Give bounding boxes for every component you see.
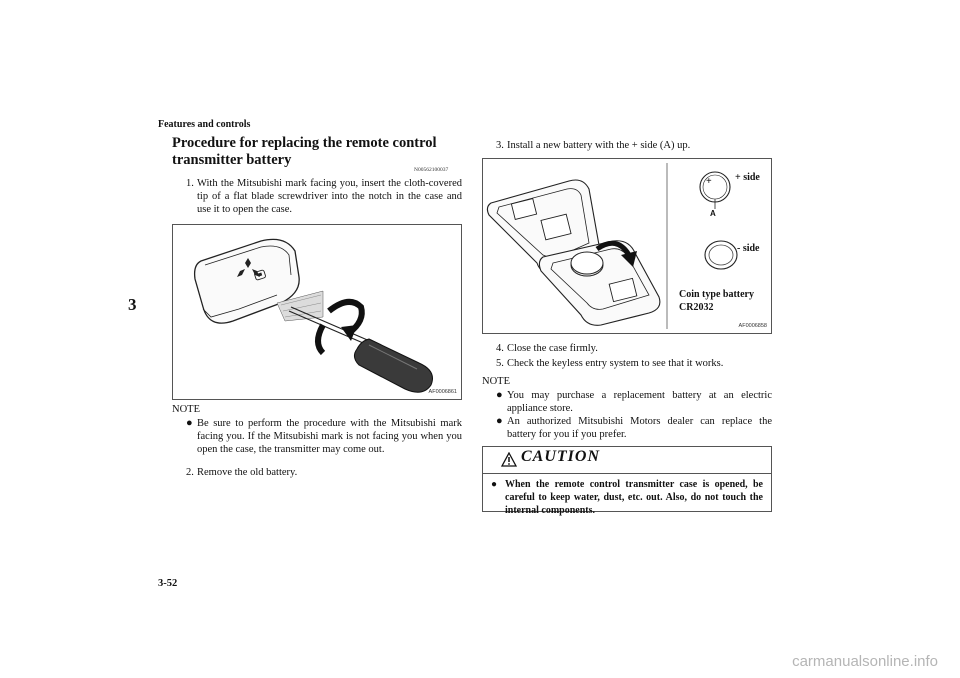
step-1	[186, 177, 462, 216]
step-4	[496, 342, 772, 355]
bullet-icon: ●	[491, 479, 498, 490]
plus-symbol: +	[706, 176, 712, 187]
battery-model-label: CR2032	[679, 302, 714, 313]
bullet-icon: ●	[496, 389, 503, 401]
key-fob-screwdriver-illustration	[173, 225, 461, 399]
minus-side-label: - side	[737, 243, 760, 254]
step-number: 2.	[186, 467, 194, 478]
caution-text-block	[491, 478, 763, 517]
note-bullet	[496, 389, 772, 415]
step-text: Remove the old battery.	[197, 467, 298, 478]
warning-triangle-icon	[501, 452, 517, 467]
figure-open-case	[172, 224, 462, 400]
a-label: A	[710, 209, 716, 218]
step-2	[186, 466, 462, 479]
step-number: 3.	[496, 140, 504, 151]
step-number: 4.	[496, 343, 504, 354]
step-text: Check the keyless entry system to see that it works.	[507, 358, 724, 369]
caution-text: When the remote control transmitter case is opened, be careful to keep water, dust, etc. out. Also, do not touch the internal components.	[505, 479, 763, 516]
note-text: An authorized Mitsubishi Motors dealer can replace the battery for you if you prefer.	[507, 416, 772, 440]
step-text: Install a new battery with the + side (A) up.	[507, 140, 691, 151]
running-header: Features and controls	[158, 119, 251, 130]
note-text: Be sure to perform the procedure with the Mitsubishi mark facing you. If the Mitsubishi mark is not facing you when you open the case, the transmitter may come out.	[197, 418, 462, 455]
page-number: 3-52	[158, 578, 178, 589]
step-text: With the Mitsubishi mark facing you, insert the cloth-covered tip of a flat blade screwdriver into the notch in the case and use it to open the case.	[197, 178, 462, 215]
note-bullet	[186, 417, 462, 456]
caution-header	[483, 447, 771, 474]
note-text: You may purchase a replacement battery at an electric appliance store.	[507, 390, 772, 414]
step-number: 5.	[496, 358, 504, 369]
caution-box	[482, 446, 772, 516]
figure-code: AF0006858	[738, 323, 767, 329]
figure-install-battery	[482, 158, 772, 334]
step-text: Close the case firmly.	[507, 343, 598, 354]
note-bullet	[496, 415, 772, 441]
caution-title: CAUTION	[521, 448, 601, 465]
chapter-tab: 3	[128, 295, 137, 314]
note-label: NOTE	[172, 404, 200, 415]
note-label: NOTE	[482, 376, 510, 387]
section-code: N00562100037	[414, 167, 449, 173]
bullet-icon: ●	[186, 417, 193, 429]
bullet-icon: ●	[496, 415, 503, 427]
watermark: carmanualsonline.info	[792, 653, 938, 670]
battery-install-illustration	[483, 159, 771, 333]
section-title: Procedure for replacing the remote control transmitter battery	[172, 135, 437, 168]
step-3	[496, 139, 772, 152]
step-5	[496, 357, 772, 370]
step-number: 1.	[186, 178, 194, 189]
battery-type-label: Coin type battery	[679, 289, 754, 300]
plus-side-label: + side	[735, 172, 760, 183]
figure-code: AF0006861	[428, 389, 457, 395]
